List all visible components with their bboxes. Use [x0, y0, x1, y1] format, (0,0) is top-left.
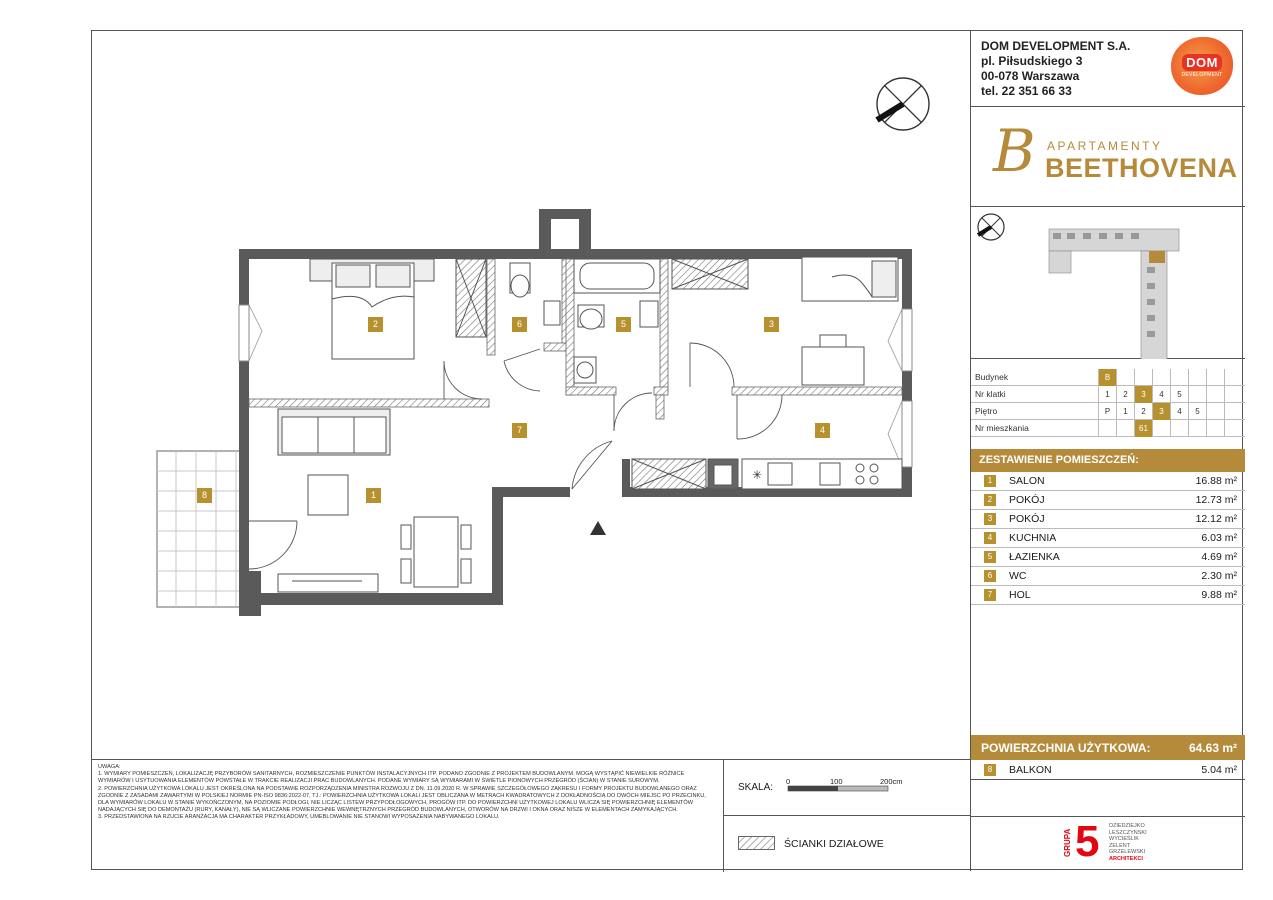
room-name: POKÓJ	[1009, 513, 1045, 525]
mini-north-arrow-icon	[978, 214, 1004, 240]
room-label-2: 2	[368, 317, 383, 332]
room-label-7: 7	[512, 423, 527, 438]
grupa5-logo	[971, 816, 1245, 871]
info-cell	[1134, 369, 1152, 386]
info-cell: 3	[1134, 386, 1152, 403]
company-name: DOM DEVELOPMENT S.A.	[981, 39, 1131, 53]
room-label-1: 1	[366, 488, 381, 503]
note-item: 3. PRZEDSTAWIONA NA RZUCIE ARANŻACJA MA CHARAKTER PRZYKŁADOWY, UMEBLOWANIE NIE STANOWI WYPOSAŻENIA NABYWANEGO LOKALU.	[98, 814, 500, 821]
info-cell: 61	[1134, 420, 1152, 437]
note-item: 1. WYMIARY POMIESZCZEŃ, LOKALIZACJĘ PRZYBORÓW SANITARNYCH, ROZMIESZCZENIE PUNKTÓW INSTALACYJNYCH ITP. PODANO ZGODNIE Z PROJEKTEM BUDOWLANYM. MOGĄ WYSTĄPIĆ NIEWIELKIE RÓŻNICE WYMIARÓW I USYTUOWANIA ELEMENTÓW POWSTAŁE W TRAKCIE REALIZACJI PRAC BUDOWLANYCH. PODANE WYMIARY SĄ WYMIARAMI W ŚWIETLE PIONOWYCH PRZEGRÓD (ŚCIAN) W STANIE SUROWYM.	[98, 771, 685, 785]
room-area: 12.12 m²	[1195, 513, 1237, 525]
room-name: WC	[1009, 570, 1027, 582]
company-block	[971, 31, 1245, 107]
room-area: 2.30 m²	[1201, 570, 1237, 582]
brand-line2: BEETHOVENA	[1045, 153, 1238, 183]
note-item: 2. POWIERZCHNIA UŻYTKOWA LOKALU JEST OKREŚLONA NA PODSTAWIE ROZPORZĄDZENIA MINISTRA ROZWOJU Z DN. 11.09.2020 R. W SPRAWIE SZCZEGÓŁOWEGO ZAKRESU I FORMY PROJEKTU BUDOWLANEGO ORAZ ZGODNIE Z ZASADAMI ZAWARTYMI W POLSKIEJ NORMIE PN-ISO 9836:2022-07, TJ.: POWIERZCHNIA UŻYTKOWA LOKALI JEST OBLICZANA W METRACH KWADRATOWYCH Z DOKŁADNOŚCIĄ DO DWÓCH MIEJSC PO PRZECINKU, DLA WYMIARÓW LOKALU W STANIE WYKOŃCZONYM, NA POZIOMIE PODŁOGI, NIE LICZĄC LISTEW PRZYPODŁOGOWYCH, PROGÓW ITP. DO POWIERZCHNI UŻYTKOWEJ LOKALU WLICZA SIĘ POWIERZCHNIĘ ELEMENTÓW NADAJĄCYCH SIĘ DO DEMONTAŻU (RURY, KANAŁY), NIE SĄ WLICZANE POWIERZCHNIE WEWNĘTRZNYCH PRZEGRÓD BUDOWLANYCH, OTWORÓW NA DRZWI I OKNA ORAZ NISZE W ELEMENTACH ZAMYKAJĄCYCH.	[98, 785, 706, 814]
bottom-bar	[92, 759, 970, 871]
info-cell: B	[1098, 369, 1116, 386]
info-cell	[1170, 420, 1188, 437]
scale-label: SKALA:	[738, 782, 774, 793]
balcony	[157, 451, 240, 607]
apartment-info	[971, 369, 1245, 437]
info-cell	[1152, 420, 1170, 437]
room-name: POKÓJ	[1009, 494, 1045, 506]
info-cell	[1206, 403, 1224, 420]
scale-tick-0: 0	[786, 777, 791, 786]
furniture	[278, 257, 902, 592]
info-row-mieszkanie: Nr mieszkania 61	[971, 420, 1245, 437]
info-cell	[1206, 386, 1224, 403]
company-phone: tel. 22 351 66 33	[981, 84, 1072, 98]
room-row	[971, 491, 1245, 510]
grupa-digit: 5	[1075, 817, 1100, 866]
info-cell: 3	[1152, 403, 1170, 420]
info-cell	[1188, 369, 1206, 386]
hatch-legend-icon	[738, 836, 778, 852]
room-row	[971, 529, 1245, 548]
total-area: POWIERZCHNIA UŻYTKOWA: 64.63 m²	[971, 735, 1245, 760]
info-cell: 5	[1170, 386, 1188, 403]
info-cell	[1188, 420, 1206, 437]
room-summary-list	[971, 472, 1245, 605]
north-arrow-icon	[877, 78, 929, 130]
info-cell: 5	[1188, 403, 1206, 420]
room-row	[971, 510, 1245, 529]
grupa-lines: DZIEDZIEJKO LESZCZYŃSKI WYCIEŚLIK ZELENT GRZELEWSKI ARCHITEKCI	[1109, 823, 1147, 862]
info-cell: 4	[1152, 386, 1170, 403]
info-cell	[1116, 369, 1134, 386]
room-area: 9.88 m²	[1201, 589, 1237, 601]
info-cell	[1152, 369, 1170, 386]
info-cell	[1170, 369, 1188, 386]
room-name: ŁAZIENKA	[1009, 551, 1060, 563]
balcony-row: 8 BALKON 5.04 m²	[971, 760, 1245, 780]
svg-text:✳: ✳	[752, 468, 763, 482]
building-key-map	[971, 207, 1245, 359]
info-cell	[1224, 369, 1242, 386]
room-label-6: 6	[512, 317, 527, 332]
info-cell: 2	[1116, 386, 1134, 403]
info-cell	[1098, 420, 1116, 437]
info-cell	[1224, 386, 1242, 403]
room-label-4: 4	[815, 423, 830, 438]
room-label-8: 8	[197, 488, 212, 503]
room-number: 3	[984, 513, 996, 525]
right-column	[970, 31, 1244, 871]
info-cell: 4	[1170, 403, 1188, 420]
company-city: 00-078 Warszawa	[981, 69, 1080, 83]
entrance-arrow-icon	[590, 521, 606, 535]
grupa-word: GRUPA	[1063, 828, 1072, 857]
info-cell: 2	[1134, 403, 1152, 420]
info-cell: 1	[1098, 386, 1116, 403]
scale-tick-200: 200cm	[880, 777, 903, 786]
brand-block	[971, 107, 1245, 207]
room-name: KUCHNIA	[1009, 532, 1057, 544]
info-row-klatka: Nr klatki 1 2 3 4 5	[971, 386, 1245, 403]
room-name: HOL	[1009, 589, 1031, 601]
room-number: 6	[984, 570, 996, 582]
info-cell	[1206, 420, 1224, 437]
room-number: 1	[984, 475, 996, 487]
room-row	[971, 472, 1245, 491]
notes-block	[92, 760, 724, 872]
scale-tick-100: 100	[830, 777, 843, 786]
room-area: 6.03 m²	[1201, 532, 1237, 544]
info-cell	[1224, 420, 1242, 437]
room-row	[971, 548, 1245, 567]
room-number: 5	[984, 551, 996, 563]
room-number: 4	[984, 532, 996, 544]
scale-bar	[784, 772, 924, 802]
plan-area	[92, 31, 970, 759]
legend-label: ŚCIANKI DZIAŁOWE	[784, 838, 884, 850]
room-row	[971, 586, 1245, 605]
info-cell	[1224, 403, 1242, 420]
brand-line1: APARTAMENTY	[1047, 139, 1163, 153]
info-row-budynek: Budynek B	[971, 369, 1245, 386]
room-area: 4.69 m²	[1201, 551, 1237, 563]
room-label-3: 3	[764, 317, 779, 332]
dom-development-logo: DOM DEVELOPMENT	[1171, 37, 1233, 95]
info-cell: P	[1098, 403, 1116, 420]
info-cell	[1206, 369, 1224, 386]
room-name: SALON	[1009, 475, 1045, 487]
floor-plan-sheet	[91, 30, 1243, 870]
room-number: 2	[984, 494, 996, 506]
room-label-5: 5	[616, 317, 631, 332]
room-area: 16.88 m²	[1195, 475, 1237, 487]
scale-block	[724, 760, 970, 816]
room-area: 12.73 m²	[1195, 494, 1237, 506]
info-cell	[1116, 420, 1134, 437]
info-cell	[1188, 386, 1206, 403]
notes-title: UWAGA:	[98, 764, 121, 770]
brand-mark-icon: B	[993, 117, 1036, 185]
floor-plan-drawing	[92, 31, 970, 759]
legend-block	[724, 816, 970, 872]
room-number: 7	[984, 589, 996, 601]
room-summary-heading: ZESTAWIENIE POMIESZCZEŃ:	[971, 449, 1245, 472]
company-street: pl. Piłsudskiego 3	[981, 54, 1083, 68]
building-map-drawing	[971, 207, 1245, 359]
info-row-pietro: Piętro P 1 2 3 4 5	[971, 403, 1245, 420]
info-cell: 1	[1116, 403, 1134, 420]
room-row	[971, 567, 1245, 586]
